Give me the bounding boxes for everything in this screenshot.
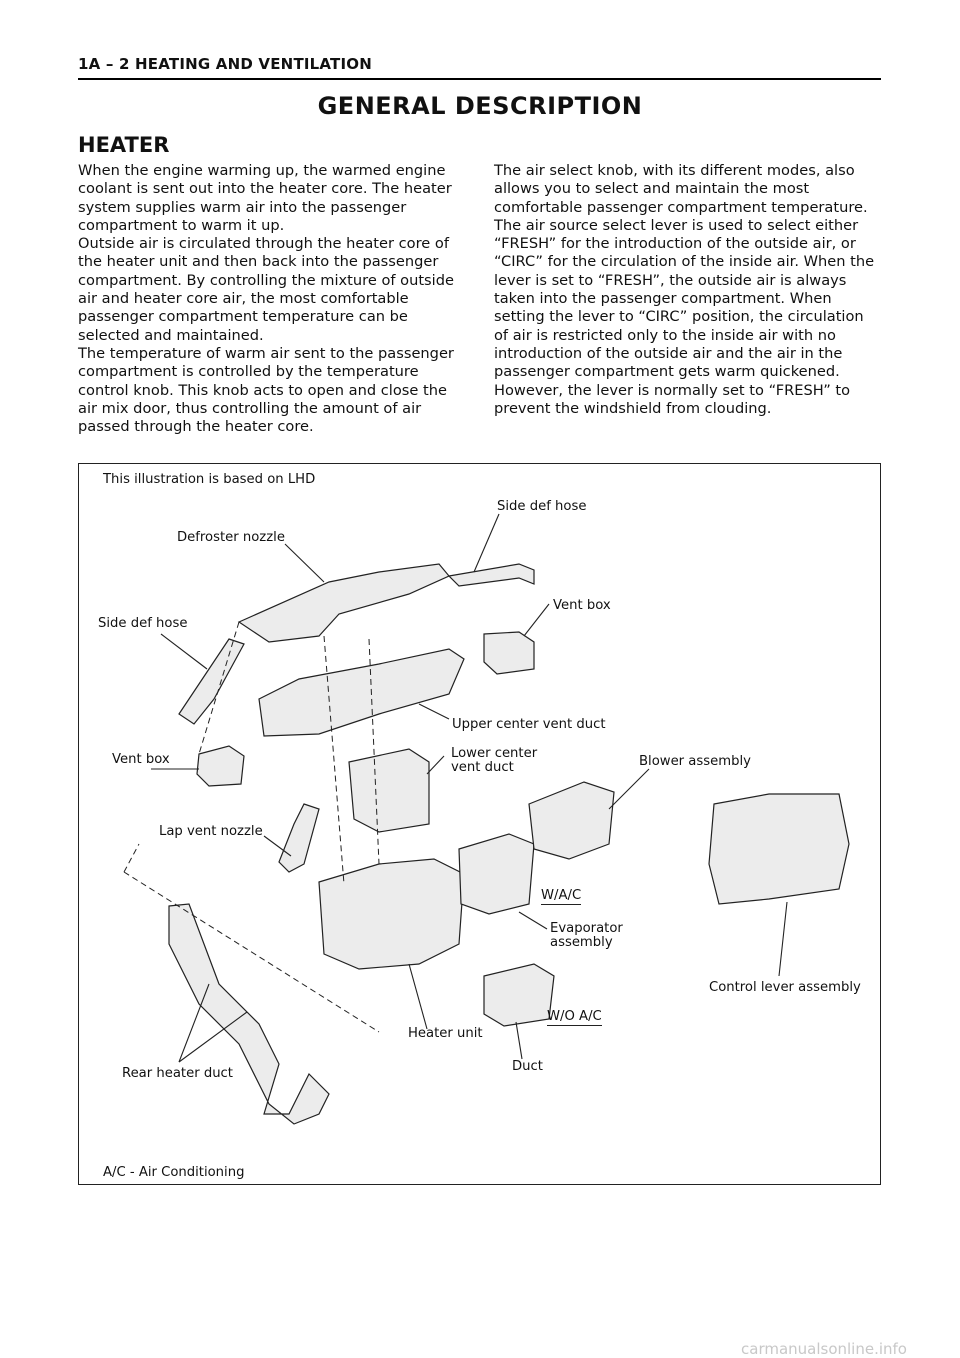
label-line: Lower center [451, 746, 538, 761]
leader-line [409, 964, 427, 1029]
vent-box-left-shape [197, 746, 244, 786]
label-line: vent duct [451, 760, 514, 775]
figure-note: This illustration is based on LHD [103, 472, 316, 487]
label-defroster-nozzle: Defroster nozzle [177, 530, 285, 545]
label-side-def-hose-right: Side def hose [497, 499, 587, 514]
label-upper-center-vent-duct: Upper center vent duct [452, 717, 606, 732]
paragraph: When the engine warming up, the warmed engine coolant is sent out into the heater core. The heater system supplies warm air into the passenger compartment to warm it up. [78, 162, 452, 234]
leader-line [474, 514, 499, 572]
evaporator-shape [459, 834, 534, 914]
label-line: assembly [550, 935, 613, 950]
label-blower-assembly: Blower assembly [639, 754, 751, 769]
vent-box-right-shape [484, 632, 534, 674]
guide-line [124, 844, 139, 872]
upper-center-duct-shape [259, 649, 464, 736]
side-def-hose-right-shape [449, 564, 534, 586]
label-lap-vent-nozzle: Lap vent nozzle [159, 824, 263, 839]
label-control-lever-assembly: Control lever assembly [709, 980, 861, 995]
leader-line [524, 604, 549, 636]
label-woac: W/O A/C [547, 1009, 602, 1024]
label-line: Evaporator [550, 921, 623, 936]
paragraph: The air select knob, with its different modes, also allows you to select and maintain the most comfortable passenger compartment temperature. [494, 162, 868, 216]
leader-line [516, 1022, 522, 1059]
running-title: 1A – 2 HEATING AND VENTILATION [78, 55, 372, 73]
paragraph: The air source select lever is used to select either “FRESH” for the introduction of the outside air, or “CIRC” for the circulation of the inside air. When the lever is set to “FRESH”, the outside air is always taken into the passenger compartment. When setting the lever to “CIRC” position, the circulation of air is restricted only to the inside air with no introduction of the outside air and the air in the passenger compartment gets warm quickened. However, the lever is normally set to “FRESH” to prevent the windshield from clouding. [494, 216, 875, 417]
label-wac: W/A/C [541, 888, 582, 903]
paragraph: Outside air is circulated through the heater core of the heater unit and then back into the passenger compartment. By controlling the mixture of outside air and heater core air, the most comfortable passenger compartment temperature can be selected and maintained. [78, 235, 454, 344]
rear-heater-duct-shape [169, 904, 329, 1124]
heater-illustration [78, 463, 881, 1185]
label-vent-box-left: Vent box [112, 752, 170, 767]
leader-line [285, 544, 324, 582]
left-text-column [78, 162, 466, 436]
lap-vent-nozzle-shape [279, 804, 319, 872]
control-lever-shape [709, 794, 849, 904]
page-title: GENERAL DESCRIPTION [317, 92, 643, 120]
blower-assembly-shape [529, 782, 614, 859]
lower-center-duct-shape [349, 749, 429, 832]
leader-line [161, 634, 207, 669]
running-header [78, 54, 881, 80]
defroster-nozzle-shape [239, 564, 449, 642]
duct-shape [484, 964, 554, 1026]
leader-line [779, 902, 787, 976]
label-vent-box-right: Vent box [553, 598, 611, 613]
leader-line [419, 704, 449, 719]
leader-line [519, 912, 547, 929]
leader-line [609, 769, 649, 809]
label-side-def-hose-left: Side def hose [98, 616, 188, 631]
right-text-column [494, 162, 882, 418]
label-rear-heater-duct: Rear heater duct [122, 1066, 233, 1081]
label-evaporator-assembly [550, 922, 623, 950]
watermark: carmanualsonline.info [741, 1340, 907, 1358]
paragraph: The temperature of warm air sent to the passenger compartment is controlled by the temperature control knob. This knob acts to open and close the air mix door, thus controlling the amount of air passed through the heater core. [78, 344, 454, 436]
heater-unit-shape [319, 859, 464, 969]
section-heading: HEATER [78, 133, 170, 157]
figure-footnote: A/C - Air Conditioning [103, 1165, 245, 1180]
label-duct: Duct [512, 1059, 543, 1074]
label-lower-center-vent-duct [451, 747, 537, 775]
label-heater-unit: Heater unit [408, 1026, 483, 1041]
